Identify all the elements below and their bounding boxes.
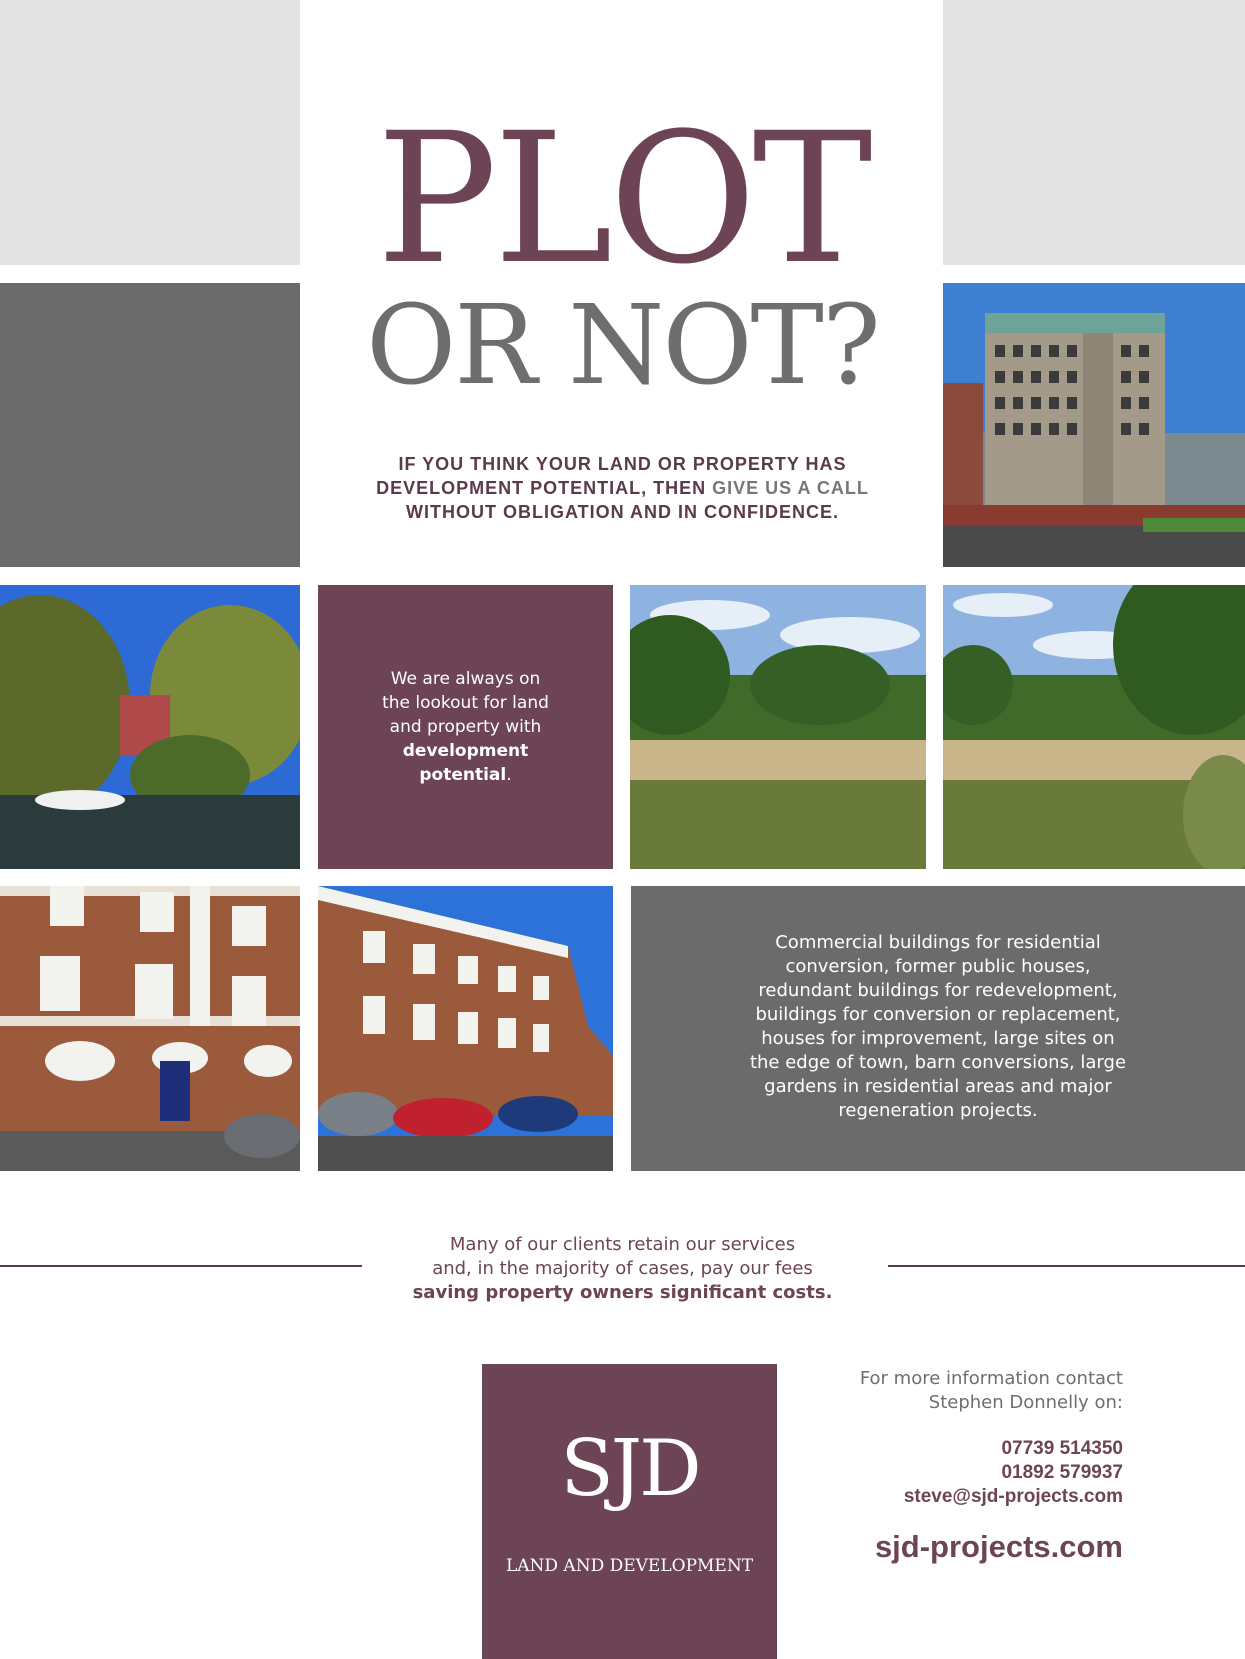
intro-line-2a: DEVELOPMENT POTENTIAL, THEN: [376, 478, 713, 498]
lookout-text: [318, 667, 613, 787]
divider-left: [0, 1265, 362, 1267]
types-text: [631, 931, 1245, 1123]
types-line-6: the edge of town, barn conversions, large: [749, 1052, 1127, 1073]
lookout-box: [318, 585, 613, 869]
clients-text: [360, 1233, 885, 1305]
intro-line-2: [330, 476, 915, 500]
contact-phone-2[interactable]: 01892 579937: [1001, 1462, 1123, 1483]
top-right-block: [943, 0, 1245, 265]
intro-line-1: IF YOU THINK YOUR LAND OR PROPERTY HAS: [398, 454, 847, 474]
photo-river-boat: [0, 585, 300, 869]
clients-line-3: saving property owners significant costs.: [412, 1282, 833, 1303]
photo-field-1: [630, 585, 926, 869]
types-line-1: Commercial buildings for residential: [775, 932, 1101, 953]
contact-intro-2: Stephen Donnelly on:: [928, 1392, 1123, 1413]
intro-text: [330, 452, 915, 524]
types-box: [631, 886, 1245, 1171]
clients-line-1: Many of our clients retain our services: [449, 1234, 796, 1255]
mid-left-block: [0, 283, 300, 567]
top-left-block: [0, 0, 300, 265]
lookout-bold-2: potential: [419, 765, 507, 785]
headline-plot: PLOT: [376, 95, 869, 304]
photo-brick-terrace-1: [0, 886, 300, 1171]
contact-block: [800, 1367, 1123, 1565]
contact-phone-1[interactable]: 07739 514350: [1001, 1438, 1123, 1459]
lookout-bold-1: development: [402, 741, 529, 761]
lookout-line-1: We are always on: [390, 669, 541, 689]
headline-or-not: OR NOT?: [366, 281, 879, 409]
types-line-8: regeneration projects.: [838, 1100, 1038, 1121]
types-line-2: conversion, former public houses,: [785, 956, 1091, 977]
lookout-line-5: [318, 763, 613, 787]
intro-line-3: WITHOUT OBLIGATION AND IN CONFIDENCE.: [406, 502, 839, 522]
clients-line-2: and, in the majority of cases, pay our fees: [432, 1258, 813, 1279]
logo-tagline: LAND AND DEVELOPMENT: [505, 1556, 754, 1576]
types-line-4: buildings for conversion or replacement,: [755, 1004, 1121, 1025]
types-line-5: houses for improvement, large sites on: [761, 1028, 1115, 1049]
types-line-3: redundant buildings for redevelopment,: [758, 980, 1118, 1001]
divider-right: [888, 1265, 1245, 1267]
contact-intro-1: For more information contact: [859, 1368, 1123, 1389]
lookout-line-2: the lookout for land: [382, 693, 549, 713]
photo-brick-terrace-2: [318, 886, 613, 1171]
contact-website[interactable]: sjd-projects.com: [874, 1529, 1123, 1564]
lookout-period: .: [506, 765, 512, 785]
logo-mark: SJD: [560, 1424, 699, 1514]
logo-box: [482, 1364, 777, 1659]
lookout-line-3: and property with: [389, 717, 542, 737]
intro-line-2b: GIVE US A CALL: [712, 478, 869, 498]
photo-office-building: [943, 283, 1245, 567]
photo-field-2: [943, 585, 1245, 869]
contact-email[interactable]: steve@sjd-projects.com: [903, 1486, 1123, 1507]
types-line-7: gardens in residential areas and major: [764, 1076, 1112, 1097]
